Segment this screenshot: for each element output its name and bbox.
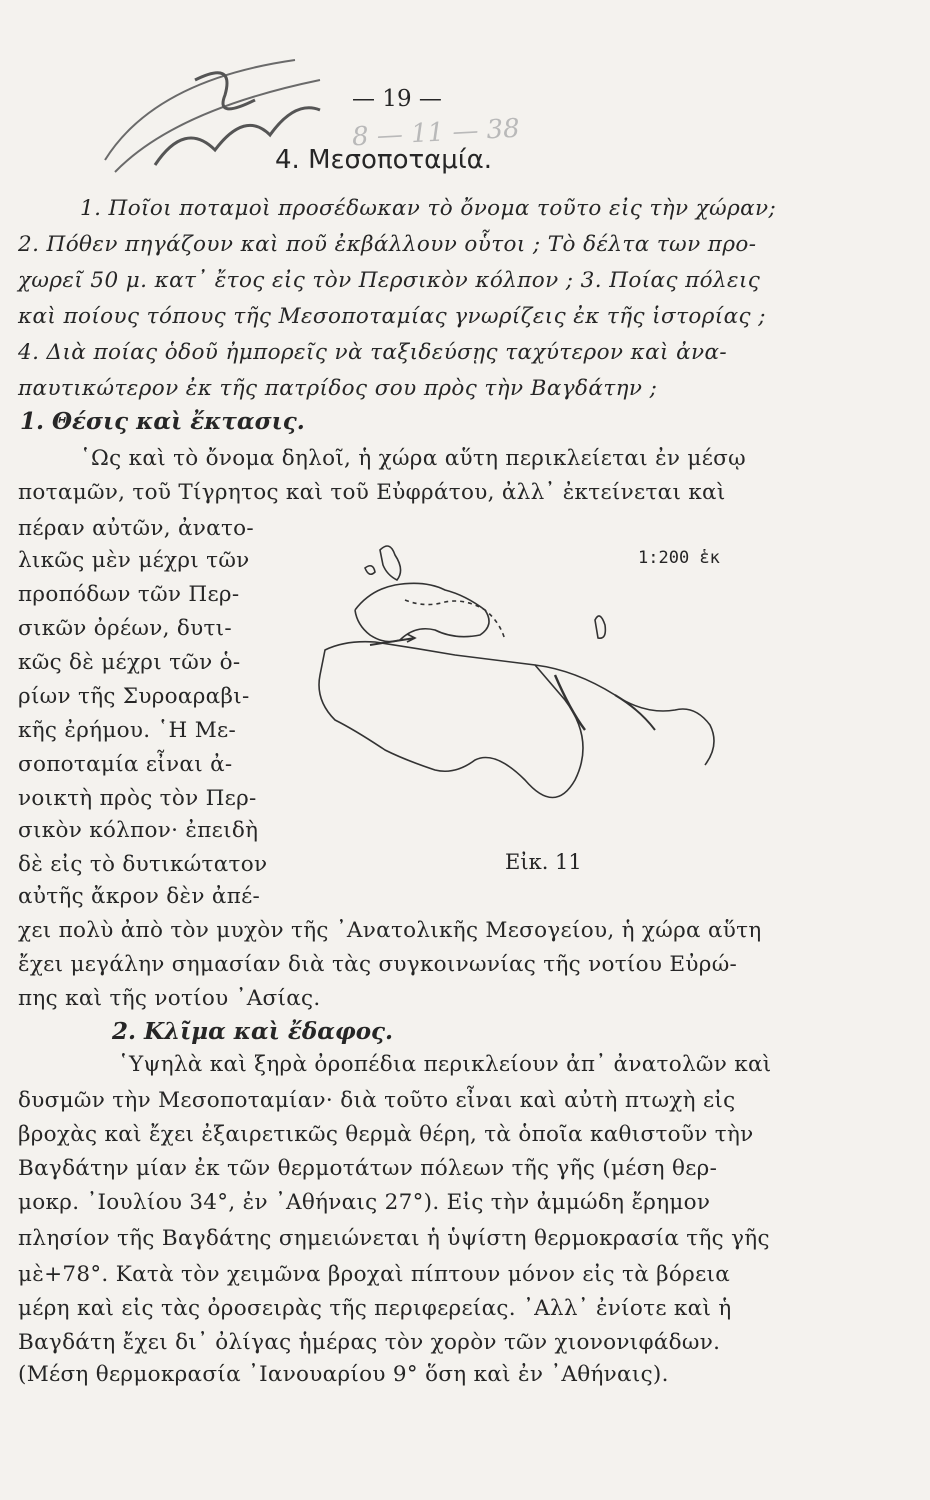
text-line: κῆς ἐρήμου. ῾Η Με- [18, 718, 237, 743]
text-line: σοποταμία εἶναι ἀ- [18, 752, 233, 777]
map-scale-note: 1:200 ἑκ [638, 548, 720, 568]
text-line: πης καὶ τῆς νοτίου ᾿Ασίας. [18, 986, 321, 1011]
question-line: παυτικώτερον ἐκ τῆς πατρίδος σου πρὸς τὴν Βαγδάτην ; [18, 376, 658, 401]
text-line: ῾Υψηλὰ καὶ ξηρὰ ὀροπέδια περικλείουν ἀπ᾽ ἀνατολῶν καὶ [118, 1052, 772, 1077]
section-heading: 1. Θέσις καὶ ἔκτασις. [20, 408, 305, 435]
text-line: δὲ εἰς τὸ δυτικώτατον [18, 852, 268, 877]
text-line: πέραν αὐτῶν, ἀνατο- [18, 516, 254, 541]
text-line: Βαγδάτην μίαν ἐκ τῶν θερμοτάτων πόλεων τῆς γῆς (μέση θερ- [18, 1156, 718, 1181]
chapter-title: 4. Μεσοποταμία. [275, 145, 493, 175]
text-line: νοικτὴ πρὸς τὸν Περ- [18, 786, 257, 811]
text-line: ἔχει μεγάλην σημασίαν διὰ τὰς συγκοινωνίας τῆς νοτίου Εὐρώ- [18, 952, 738, 977]
question-line: καὶ ποίους τόπους τῆς Μεσοποταμίας γνωρίζεις ἐκ τῆς ἱστορίας ; [18, 304, 766, 329]
text-line: σικῶν ὀρέων, δυτι- [18, 616, 232, 641]
question-line: 1. Ποῖοι ποταμοὶ προσέδωκαν τὸ ὄνομα τοῦτο εἰς τὴν χώραν; [80, 196, 777, 221]
text-line: (Μέση θερμοκρασία ᾿Ιανουαρίου 9° ὅση καὶ ἐν ᾿Αθήναις). [18, 1362, 669, 1387]
figure-caption: Εἰκ. 11 [505, 850, 582, 874]
text-line: ρίων τῆς Συροαραβι- [18, 684, 250, 709]
text-line: Βαγδάτη ἔχει δι᾽ ὀλίγας ἡμέρας τὸν χορὸν τῶν χιονονιφάδων. [18, 1330, 721, 1355]
text-line: ποταμῶν, τοῦ Τίγρητος καὶ τοῦ Εὐφράτου, ἀλλ᾽ ἐκτείνεται καὶ [18, 480, 726, 505]
text-line: μοκρ. ᾿Ιουλίου 34°, ἐν ᾿Αθήναις 27°). Εἰς τὴν ἀμμώδη ἔρημον [18, 1190, 711, 1215]
text-line: κῶς δὲ μέχρι τῶν ὁ- [18, 650, 241, 675]
text-line: πλησίον τῆς Βαγδάτης σημειώνεται ἡ ὑψίστη θερμοκρασία τῆς γῆς [18, 1226, 770, 1251]
text-line: προπόδων τῶν Περ- [18, 582, 240, 607]
text-line: σικὸν κόλπον· ἐπειδὴ [18, 818, 259, 843]
pencil-note: 8 — 11 — 38 [351, 113, 521, 153]
section-heading: 2. Κλῖμα καὶ ἔδαφος. [112, 1018, 394, 1045]
question-line: 2. Πόθεν πηγάζουν καὶ ποῦ ἐκβάλλουν οὗτοι ; Τὸ δέλτα των προ- [18, 232, 757, 257]
text-line: ῾Ως καὶ τὸ ὄνομα δηλοῖ, ἡ χώρα αὕτη περικλείεται ἐν μέσῳ [80, 446, 746, 471]
text-line: βροχὰς καὶ ἔχει ἐξαιρετικῶς θερμὰ θέρη, τὰ ὁποῖα καθιστοῦν τὴν [18, 1122, 754, 1147]
route-map-figure [295, 530, 735, 820]
page-number: — 19 — [352, 86, 442, 112]
text-line: δυσμῶν τὴν Μεσοποταμίαν· διὰ τοῦτο εἶναι καὶ αὐτὴ πτωχὴ εἰς [18, 1088, 736, 1113]
question-line: χωρεῖ 50 μ. κατ᾽ ἔτος εἰς τὸν Περσικὸν κόλπον ; 3. Ποίας πόλεις [18, 268, 761, 293]
text-line: αὐτῆς ἄκρον δὲν ἀπέ- [18, 884, 261, 909]
text-line: χει πολὺ ἀπὸ τὸν μυχὸν τῆς ᾿Ανατολικῆς Μεσογείου, ἡ χώρα αὕτη [18, 918, 762, 943]
text-line: μέρη καὶ εἰς τὰς ὀροσειρὰς τῆς περιφερείας. ᾿Αλλ᾽ ἐνίοτε καὶ ἡ [18, 1296, 732, 1321]
text-line: μὲ+78°. Κατὰ τὸν χειμῶνα βροχαὶ πίπτουν μόνον εἰς τὰ βόρεια [18, 1262, 731, 1287]
text-line: λικῶς μὲν μέχρι τῶν [18, 548, 250, 573]
question-line: 4. Διὰ ποίας ὁδοῦ ἠμπορεῖς νὰ ταξιδεύσῃς ταχύτερον καὶ ἀνα- [18, 340, 728, 365]
